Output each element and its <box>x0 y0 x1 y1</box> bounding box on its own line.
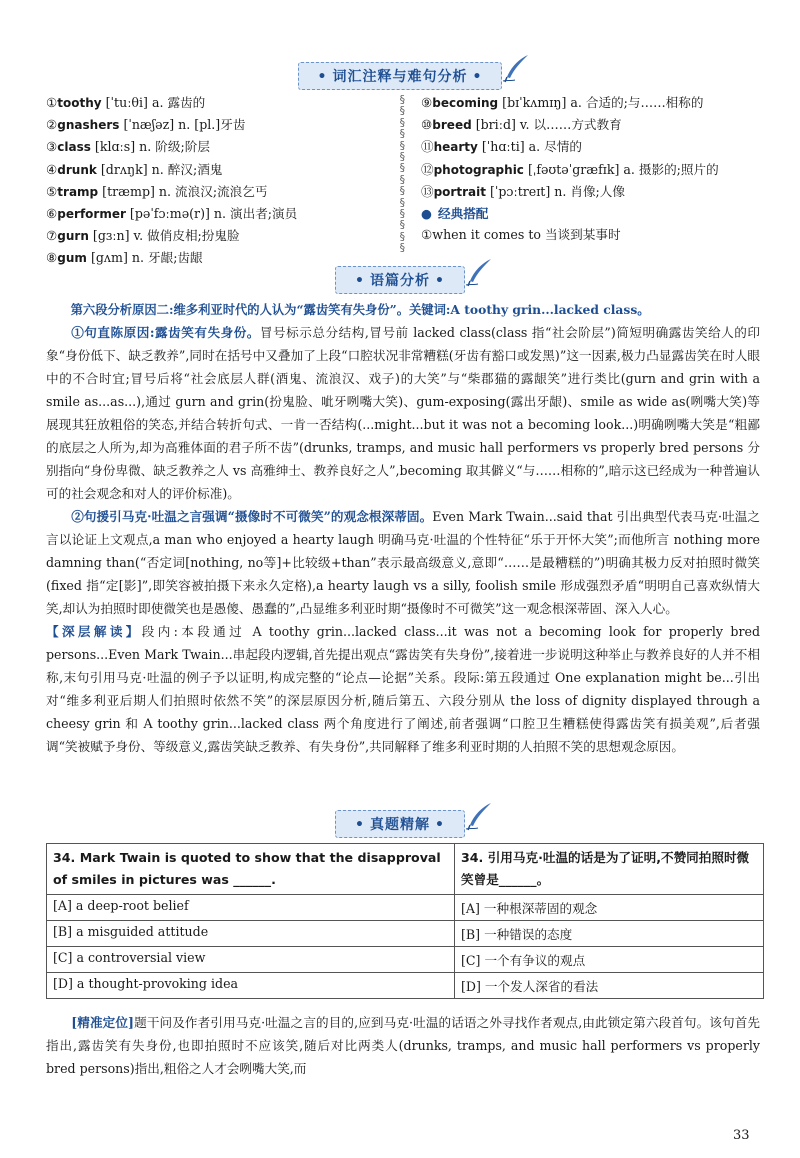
option-cn: [C] 一个有争议的观点 <box>455 947 764 973</box>
vocab-item: ①toothy [ˈtuːθi] a. 露齿的 <box>46 95 206 110</box>
option-cn: [A] 一种根深蒂固的观念 <box>455 895 764 921</box>
option-en: [B] a misguided attitude <box>47 921 455 947</box>
exam-banner-wrap <box>0 810 800 838</box>
question-table <box>46 843 764 999</box>
section-banner-exam: • 真题精解 • <box>335 810 465 838</box>
vocab-item: ②gnashers [ˈnæʃəz] n. [pl.]牙齿 <box>46 117 246 133</box>
vocab-item: ⑫photographic [ˌfəʊtəˈgræfɪk] a. 摄影的;照片的 <box>421 161 719 177</box>
vocab-item: ⑩breed [briːd] v. 以……方式教育 <box>421 117 622 133</box>
banner-title: 真题精解 <box>370 817 430 833</box>
option-en: [C] a controversial view <box>47 947 455 973</box>
passage-paragraph-2: ②句援引马克·吐温之言强调“摄像时不可微笑”的观念根深蒂固。Even Mark Twain...said that 引出典型代表马克·吐温之言以论证上文观点,a man who enjoyed a hearty laugh 明确马克·吐温的个性特征“乐于开怀大笑”;而他所言 nothing more damning than(“否定词[nothing, no等]+比较级+than”表示最高级意义,意即“……是最糟糕的”)明确其极力反对拍照时微笑(fixed 指“定[影]”,即笑容被拍摄下来永久定格),a hearty laugh vs a silly, foolish smile 形成强烈矛盾“明明自己喜欢纵情大笑,却认为拍照时即使微笑也是愚傻、愚蠢的”,凸显维多利亚时期“摄像时不可微笑”这一观念根深蒂固、深入人心。 <box>46 509 760 616</box>
vocab-item: ⑧gum [gʌm] n. 牙龈;齿龈 <box>46 250 203 266</box>
collocation-item: ①when it comes to 当谈到某事时 <box>421 227 621 243</box>
vocab-item: ⑬portrait [ˈpɔːtreɪt] n. 肖像;人像 <box>421 183 625 199</box>
passage-banner-wrap <box>0 266 800 294</box>
section-banner-passage: • 语篇分析 • <box>335 266 465 294</box>
collocation-heading: ● 经典搭配 <box>421 206 489 222</box>
quill-pen-icon <box>464 801 494 831</box>
passage-heading: 第六段分析原因二:维多利亚时代的人认为“露齿笑有失身份”。关键词:A toothy grin...lacked class。 <box>70 302 650 317</box>
option-cn: [B] 一种错误的态度 <box>455 921 764 947</box>
answer-analysis <box>46 1011 760 1080</box>
section-banner-vocab: • 词汇注释与难句分析 • <box>298 62 503 90</box>
vocab-item: ⑨becoming [bɪˈkʌmɪŋ] a. 合适的;与……相称的 <box>421 95 704 110</box>
bullet-dot-icon: ● <box>421 206 432 222</box>
quill-pen-icon <box>501 53 531 83</box>
table-row <box>47 973 764 999</box>
vocab-item: ③class [klɑːs] n. 阶级;阶层 <box>46 139 210 155</box>
option-en: [A] a deep-root belief <box>47 895 455 921</box>
column-divider: § § § § § § § § § § § § § § <box>399 93 406 255</box>
answer-paragraph: [精准定位]题干问及作者引用马克·吐温之言的目的,应到马克·吐温的话语之外寻找作者观点,由此锁定第六段首句。该句首先指出,露齿笑有失身份,也即拍照时不应该笑,随后对比两类人(drunks, tramps, and music hall performers vs properly bred persons)指出,粗俗之人才会咧嘴大笑,而 <box>46 1015 761 1076</box>
vocab-list-right <box>421 92 719 245</box>
table-row <box>47 921 764 947</box>
vocab-item: ⑪hearty [ˈhɑːti] a. 尽情的 <box>421 139 582 155</box>
passage-paragraph-1: ①句直陈原因:露齿笑有失身份。冒号标示总分结构,冒号前 lacked class(class 指“社会阶层”)简短明确露齿笑给人的印象“身份低下、缺乏教养”,同时在括号中又叠加了上段“口腔状况非常糟糕(牙齿有豁口或发黑)”这一因素,极力凸显露齿笑在时人眼中的不合时宜;冒号后将“社会底层人群(酒鬼、流浪汉、戏子)的大笑”与“柴郡猫的露龈笑”进行类比(gurn and grin with a smile as...as...),通过 gurn and grin(扮鬼脸、呲牙咧嘴大笑)、gum-exposing(露出牙龈)、smile as wide as(咧嘴大笑)等展现其狂放粗俗的笑态,并结合转折句式、一肯一否结构(...might...but it was not a becoming look...)明确咧嘴大笑是“粗鄙的底层之人所为,却为高雅体面的君子所不齿”(drunks, tramps, and music hall performers vs properly bred persons 分别指向“身份卑微、缺乏教养之人 vs 高雅绅士、教养良好之人”,becoming 取其僻义“与……相称的”,暗示这已经成为一种普遍认可的社会观念和对人的评价标准)。 <box>46 325 760 501</box>
option-cn: [D] 一个发人深省的看法 <box>455 973 764 999</box>
banner-title: 词汇注释与难句分析 <box>332 69 468 85</box>
question-cn: 34. 引用马克·吐温的话是为了证明,不赞同拍照时微笑曾是______。 <box>455 844 764 895</box>
vocab-item: ⑥performer [pəˈfɔːmə(r)] n. 演出者;演员 <box>46 206 298 222</box>
question-en: 34. Mark Twain is quoted to show that the disapproval of smiles in pictures was ______. <box>47 844 455 895</box>
vocab-item: ⑤tramp [træmp] n. 流浪汉;流浪乞丐 <box>46 183 268 199</box>
deep-interpretation: 【深层解读】段内:本段通过 A toothy grin...lacked class...it was not a becoming look for properly bred persons...Even Mark Twain...串起段内逻辑,首先提出观点“露齿笑有失身份”,接着进一步说明这种举止与教养良好的人并不相称,末句引用马克·吐温的例子予以证明,构成完整的“论点—论据”关系。段际:第五段通过 One explanation might be...引出对“维多利亚后期人们拍照时依然不笑”的深层原因分析,随后第五、六段分别从 the loss of dignity displayed through a cheesy grin 和 A toothy grin...lacked class 两个角度进行了阐述,前者强调“口腔卫生糟糕使得露齿笑有损美观”,后者强调“笑被赋予身份、等级意义,露齿笑缺乏教养、有失身份”,共同解释了维多利亚时期的人拍照不笑的思想观念原因。 <box>46 624 761 754</box>
table-row <box>47 947 764 973</box>
vocab-list-left <box>46 92 297 270</box>
vocab-item: ⑦gurn [gɜːn] v. 做俏皮相;扮鬼脸 <box>46 228 240 244</box>
banner-title: 语篇分析 <box>370 273 430 289</box>
table-row <box>47 844 764 895</box>
vocab-item: ④drunk [drʌŋk] n. 醉汉;酒鬼 <box>46 161 223 177</box>
page-number: 33 <box>733 1128 750 1143</box>
option-en: [D] a thought-provoking idea <box>47 973 455 999</box>
quill-pen-icon <box>464 257 494 287</box>
passage-analysis <box>46 298 760 758</box>
table-row <box>47 895 764 921</box>
vocab-banner-wrap <box>0 62 800 90</box>
